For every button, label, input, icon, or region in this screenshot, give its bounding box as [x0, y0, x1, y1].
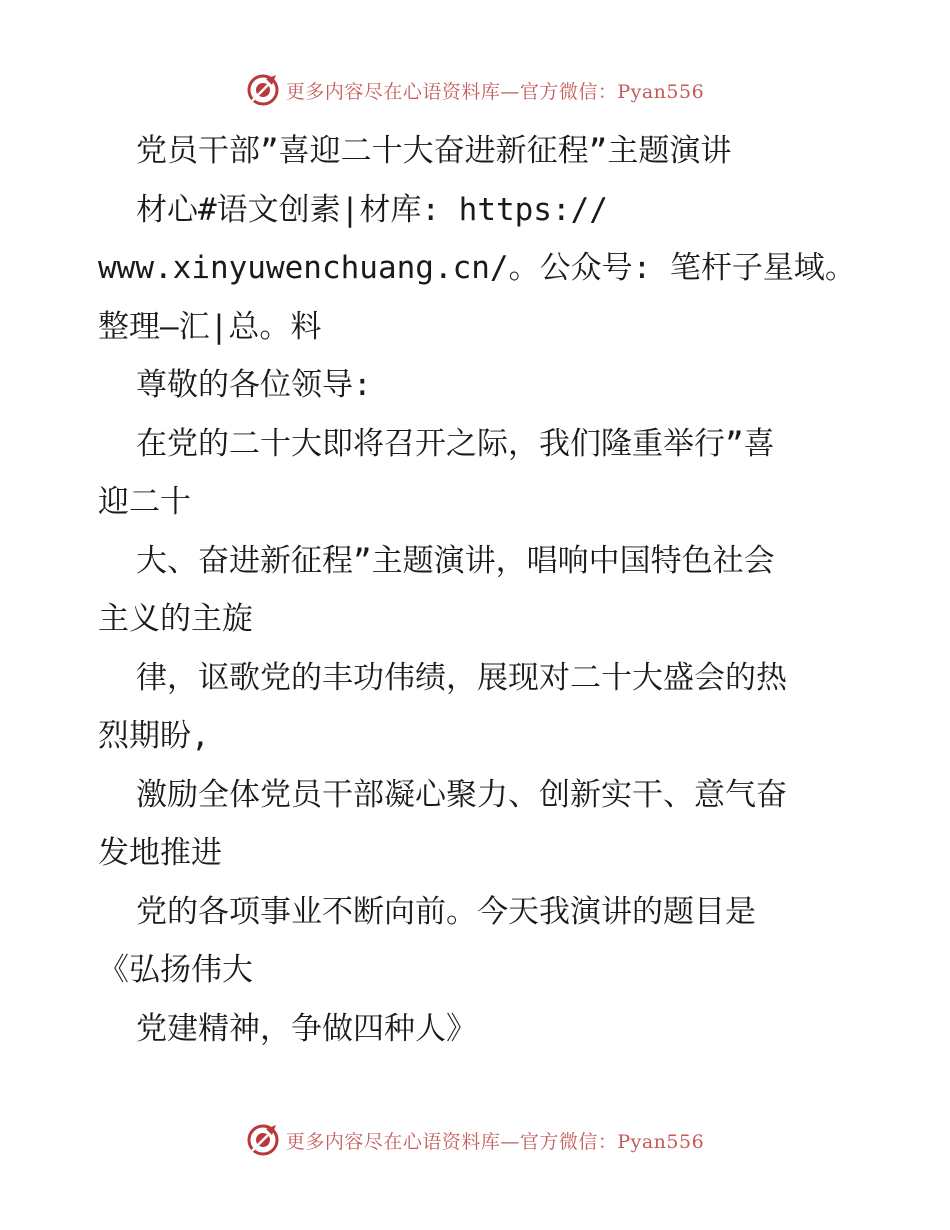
document-line: 激励全体党员干部凝心聚力、创新实干、意气奋: [136, 776, 787, 813]
document-line: 迎二十: [98, 484, 191, 520]
document-line: 党的各项事业不断向前。今天我演讲的题目是: [136, 893, 756, 930]
document-line: 律，讴歌党的丰功伟绩，展现对二十大盛会的热: [136, 659, 787, 696]
pen-logo-icon: [246, 1123, 280, 1157]
document-line: www.xinyuwenchuang.cn/。公众号: 笔杆子星域。: [98, 250, 856, 286]
header-banner: [0, 70, 950, 110]
document-line: 尊敬的各位领导:: [136, 367, 372, 403]
document-line: 发地推进: [98, 835, 222, 871]
document-line: 整理—汇|总。料: [98, 308, 322, 345]
document-line: 烈期盼,: [98, 718, 210, 754]
document-line: 党员干部”喜迎二十大奋进新征程”主题演讲: [136, 133, 732, 169]
footer-banner: [0, 1120, 950, 1160]
document-line: 材心#语文创素|材库: https://: [136, 191, 608, 228]
document-line: 党建精神，争做四种人》: [136, 1010, 477, 1047]
document-line: 大、奋进新征程”主题演讲，唱响中国特色社会: [136, 542, 775, 579]
document-line: 在党的二十大即将召开之际，我们隆重举行”喜: [136, 425, 775, 462]
footer-banner-text: 更多内容尽在心语资料库—官方微信：Pyan556: [285, 1130, 705, 1153]
pen-logo-icon: [246, 73, 280, 107]
header-banner-text: 更多内容尽在心语资料库—官方微信：Pyan556: [285, 80, 705, 103]
document-body: [98, 122, 858, 1058]
document-line: 《弘扬伟大: [98, 952, 253, 988]
document-line: 主义的主旋: [98, 601, 253, 637]
